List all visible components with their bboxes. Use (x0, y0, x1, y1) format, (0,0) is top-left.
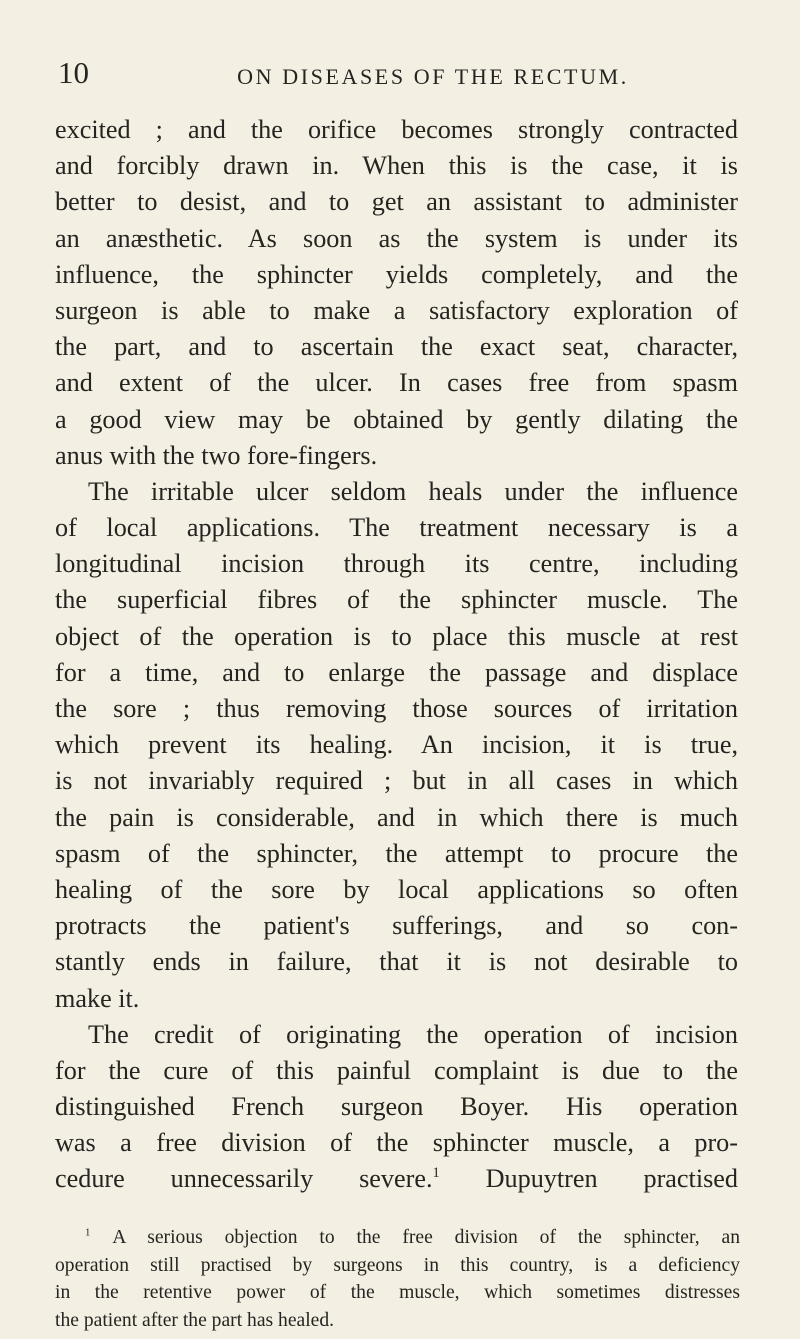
footnote-line: operation still practised by surgeons in this country, is a deficiency (55, 1254, 740, 1276)
footnote-line: the patient after the part has healed. (55, 1309, 335, 1331)
text-line: make it. (55, 983, 140, 1013)
footnote-reference: 1 (432, 1165, 440, 1182)
paragraph-start-line: The irritable ulcer seldom heals under the influence (88, 476, 738, 506)
footnote-marker: 1 (85, 1226, 91, 1239)
footnote (55, 1224, 740, 1334)
text-line: stantly ends in failure, that it is not desirable to (55, 947, 738, 977)
running-title: ON DISEASES OF THE RECTUM. (237, 64, 629, 89)
body-text (55, 112, 738, 1198)
text-line: the part, and to ascertain the exact seat, character, (55, 332, 738, 362)
paragraph-start-line: The credit of originating the operation of incision (88, 1019, 738, 1049)
text-line: which prevent its healing. An incision, it is true, (55, 730, 738, 760)
text-line: the pain is considerable, and in which there is much (55, 802, 738, 832)
text-line: distinguished French surgeon Boyer. His operation (55, 1092, 738, 1122)
text-line: was a free division of the sphincter muscle, a pro- (55, 1128, 738, 1158)
footnote-line: in the retentive power of the muscle, which sometimes distresses (55, 1282, 740, 1303)
text-line: for the cure of this painful complaint is due to the (55, 1055, 738, 1085)
text-line: and forcibly drawn in. When this is the case, it is (55, 151, 738, 181)
text-line: healing of the sore by local applications so often (55, 874, 738, 904)
text-line: of local applications. The treatment necessary is a (55, 513, 738, 543)
text-line: surgeon is able to make a satisfactory exploration of (55, 295, 738, 325)
text-line-with-footnote-ref (55, 1161, 738, 1197)
text-line: better to desist, and to get an assistant to administer (55, 187, 738, 217)
footnote-text: A serious objection to the free division of the sphincter, an (112, 1227, 740, 1248)
text-line: anus with the two fore-fingers. (55, 440, 378, 470)
text-segment: Dupuytren practised (485, 1164, 738, 1194)
page-number: 10 (58, 55, 89, 90)
text-line: is not invariably required ; but in all cases in which (55, 766, 738, 796)
text-line: longitudinal incision through its centre, including (55, 549, 738, 579)
footnote-line (55, 1224, 740, 1252)
text-line: protracts the patient's sufferings, and so con- (55, 911, 738, 941)
text-line: object of the operation is to place this muscle at rest (55, 621, 738, 651)
text-line: the superficial fibres of the sphincter muscle. The (55, 585, 738, 615)
text-line: a good view may be obtained by gently dilating the (55, 404, 738, 434)
text-segment: cedure unnecessarily severe. (55, 1164, 433, 1194)
text-line: an anæsthetic. As soon as the system is under its (55, 223, 738, 253)
text-line: the sore ; thus removing those sources of irritation (55, 694, 738, 723)
text-line: spasm of the sphincter, the attempt to procure the (55, 838, 738, 868)
text-line: influence, the sphincter yields completely, and the (55, 259, 738, 289)
text-line: excited ; and the orifice becomes strongly contracted (55, 115, 738, 144)
page-header (58, 54, 748, 94)
text-line: and extent of the ulcer. In cases free from spasm (55, 368, 738, 398)
text-line: for a time, and to enlarge the passage and displace (55, 657, 738, 687)
